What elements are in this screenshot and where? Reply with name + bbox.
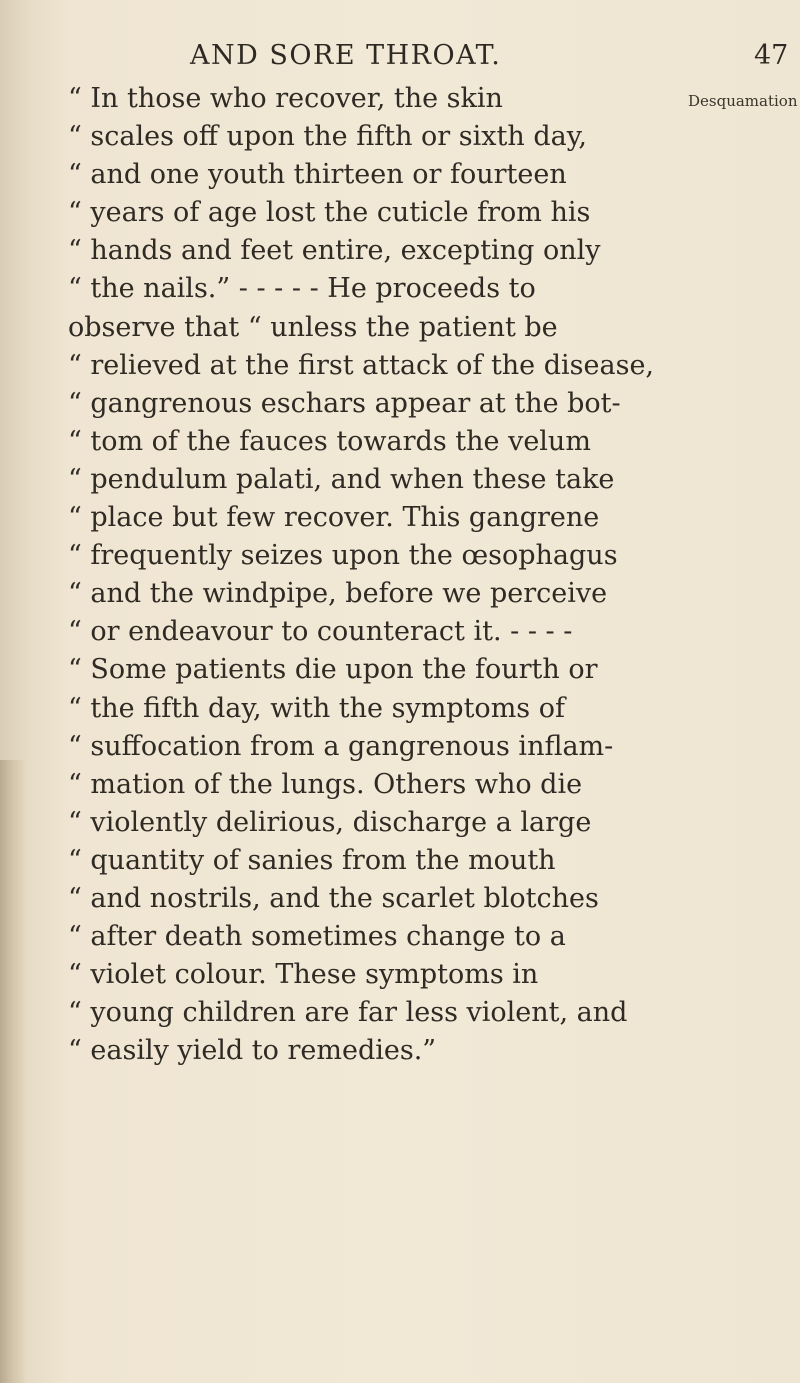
text-line: “ tom of the fauces towards the velum (68, 425, 591, 457)
text-line: “ young children are far less violent, and (68, 997, 628, 1029)
page-gutter-shadow (0, 760, 26, 1383)
text-line: “ and nostrils, and the scarlet blotches (68, 882, 599, 914)
text-line: “ violently delirious, discharge a large (68, 806, 592, 838)
text-line: “ scales off upon the fifth or sixth day, (68, 121, 587, 153)
text-line: “ mation of the lungs. Others who die (68, 768, 583, 800)
text-line: “ hands and feet entire, excepting only (68, 235, 601, 267)
text-line: “ years of age lost the cuticle from his (68, 197, 591, 229)
text-line: “ quantity of sanies from the mouth (68, 844, 556, 876)
text-line: “ relieved at the first attack of the disease, (68, 349, 655, 381)
text-line: “ gangrenous eschars appear at the bot- (68, 387, 621, 419)
text-line: “ In those who recover, the skin (68, 83, 503, 114)
text-line: “ the fifth day, with the symptoms of (68, 692, 565, 724)
text-line: “ place but few recover. This gangrene (68, 502, 600, 534)
text-line: “ after death sometimes change to a (68, 921, 566, 953)
text-line: “ or endeavour to counteract it. - - - - (68, 616, 573, 648)
text-line: “ pendulum palati, and when these take (68, 463, 615, 495)
text-line: “ easily yield to remedies.” (68, 1035, 437, 1067)
body-text (68, 80, 668, 1070)
text-line: “ Some patients die upon the fourth or (68, 654, 598, 686)
page-number: 47 (754, 40, 789, 71)
text-line: “ violet colour. These symptoms in (68, 959, 539, 991)
text-line: “ and one youth thirteen or fourteen (68, 159, 567, 191)
margin-note: Desquamation (688, 92, 798, 110)
text-line: “ and the windpipe, before we perceive (68, 578, 608, 610)
text-line: observe that “ unless the patient be (68, 311, 558, 343)
text-line: “ frequently seizes upon the œsophagus (68, 540, 618, 572)
text-line: “ the nails.” - - - - - He proceeds to (68, 273, 536, 305)
text-line: “ suffocation from a gangrenous inflam- (68, 730, 614, 762)
running-head: AND SORE THROAT. (190, 40, 502, 71)
